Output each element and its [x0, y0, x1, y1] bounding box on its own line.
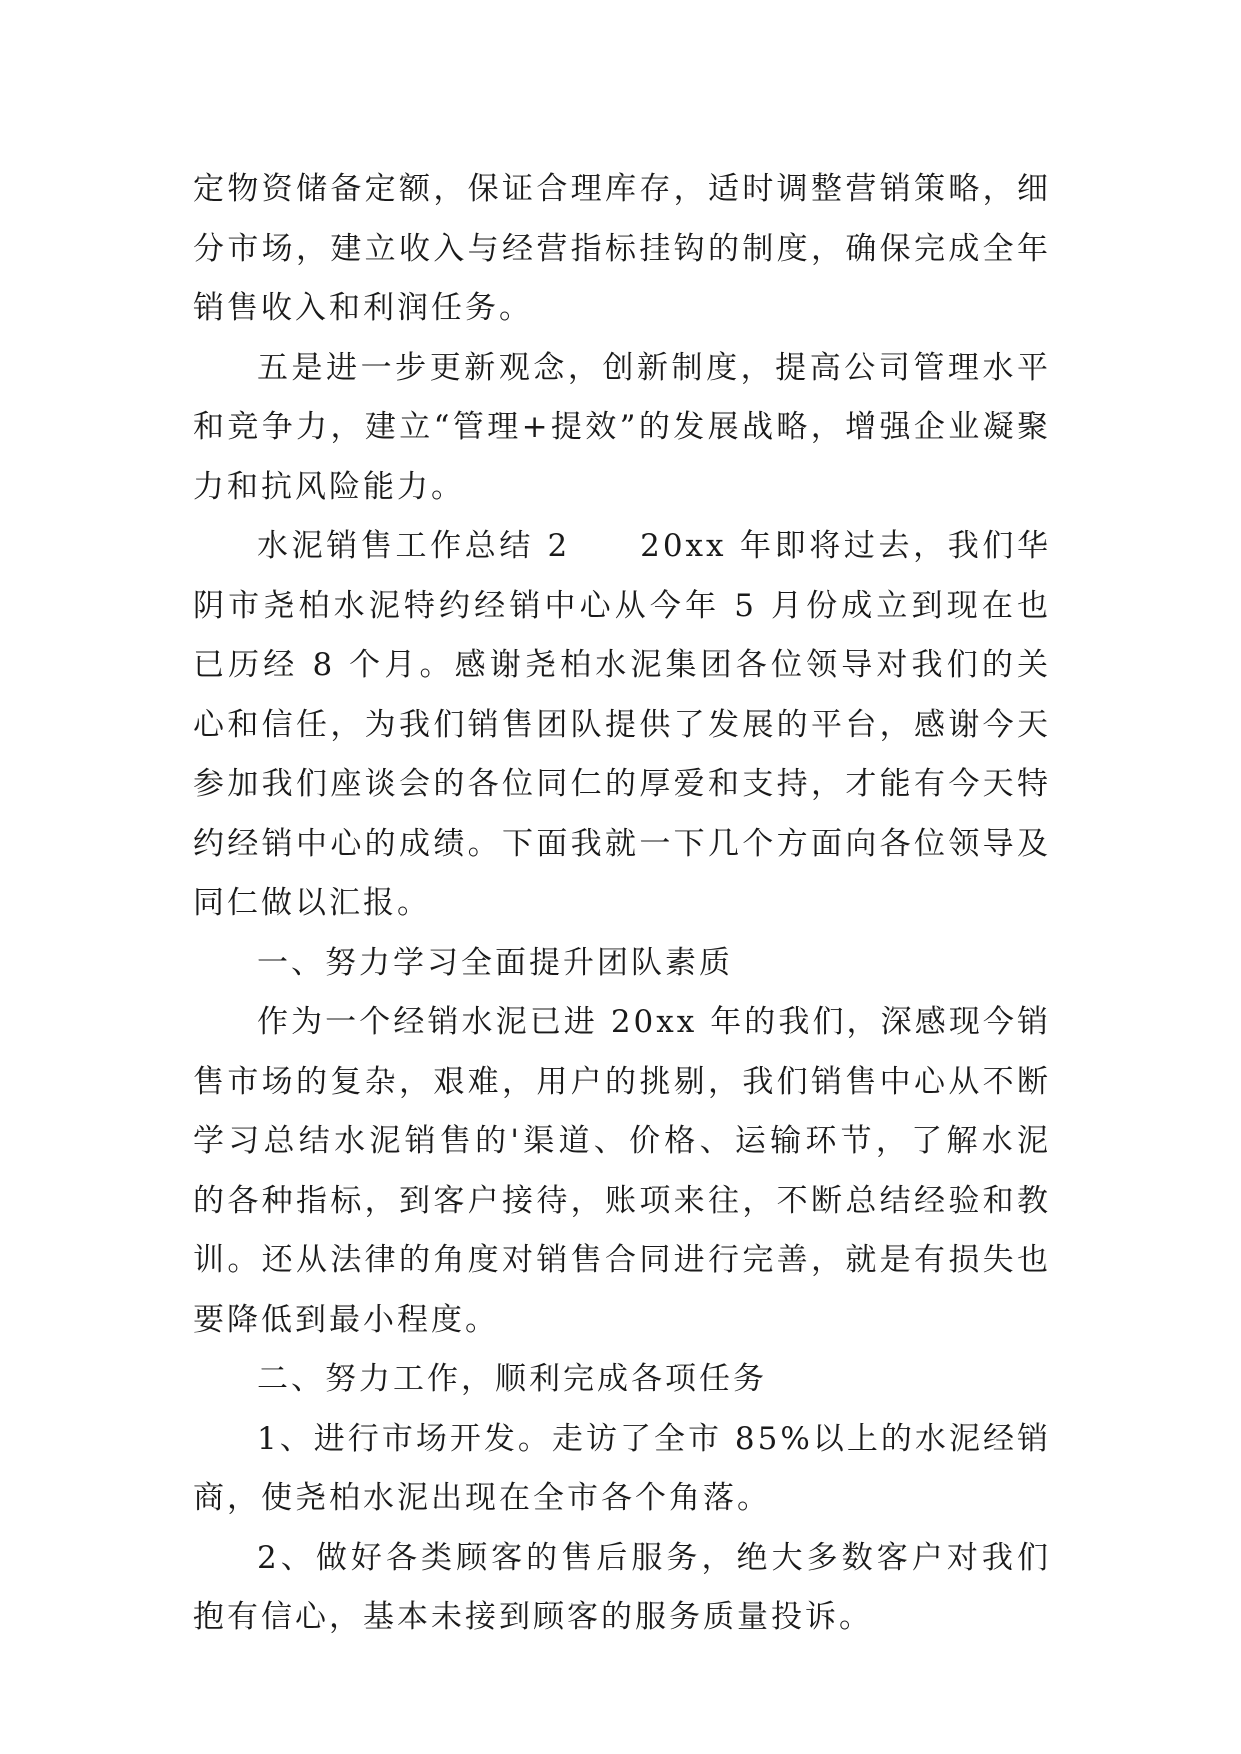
document-body — [193, 160, 1051, 1648]
paragraph-item-two: 2、做好各类顾客的售后服务，绝大多数客户对我们抱有信心，基本未接到顾客的服务质量投诉。 — [193, 1539, 1051, 1635]
paragraph-section-one: 作为一个经销水泥已进 20xx 年的我们，深感现今销售市场的复杂，艰难，用户的挑剔，我们销售中心从不断学习总结水泥销售的'渠道、价格、运输环节，了解水泥的各种指标，到客户接待，账项来往，不断总结经验和教训。还从法律的角度对销售合同进行完善，就是有损失也要降低到最小程度。 — [193, 1004, 1051, 1338]
paragraph-continuation: 定物资储备定额，保证合理库存，适时调整营销策略，细分市场，建立收入与经营指标挂钩的制度，确保完成全年销售收入和利润任务。 — [193, 171, 1051, 326]
section-heading-one: 一、努力学习全面提升团队素质 — [257, 944, 733, 981]
paragraph-summary-intro: 水泥销售工作总结 2 20xx 年即将过去，我们华阴市尧柏水泥特约经销中心从今年 5 月份成立到现在也已历经 8 个月。感谢尧柏水泥集团各位领导对我们的关心和信任，为我们销售团队提供了发展的平台，感谢今天参加我们座谈会的各位同仁的厚爱和支持，才能有今天特约经销中心的成绩。下面我就一下几个方面向各位领导及同仁做以汇报。 — [193, 528, 1051, 921]
section-heading-two: 二、努力工作，顺利完成各项任务 — [257, 1361, 767, 1397]
paragraph-point-five: 五是进一步更新观念，创新制度，提高公司管理水平和竞争力，建立“管理+提效”的发展战略，增强企业凝聚力和抗风险能力。 — [193, 349, 1051, 505]
paragraph-item-one: 1、进行市场开发。走访了全市 85%以上的水泥经销商，使尧柏水泥出现在全市各个角落。 — [193, 1420, 1051, 1516]
